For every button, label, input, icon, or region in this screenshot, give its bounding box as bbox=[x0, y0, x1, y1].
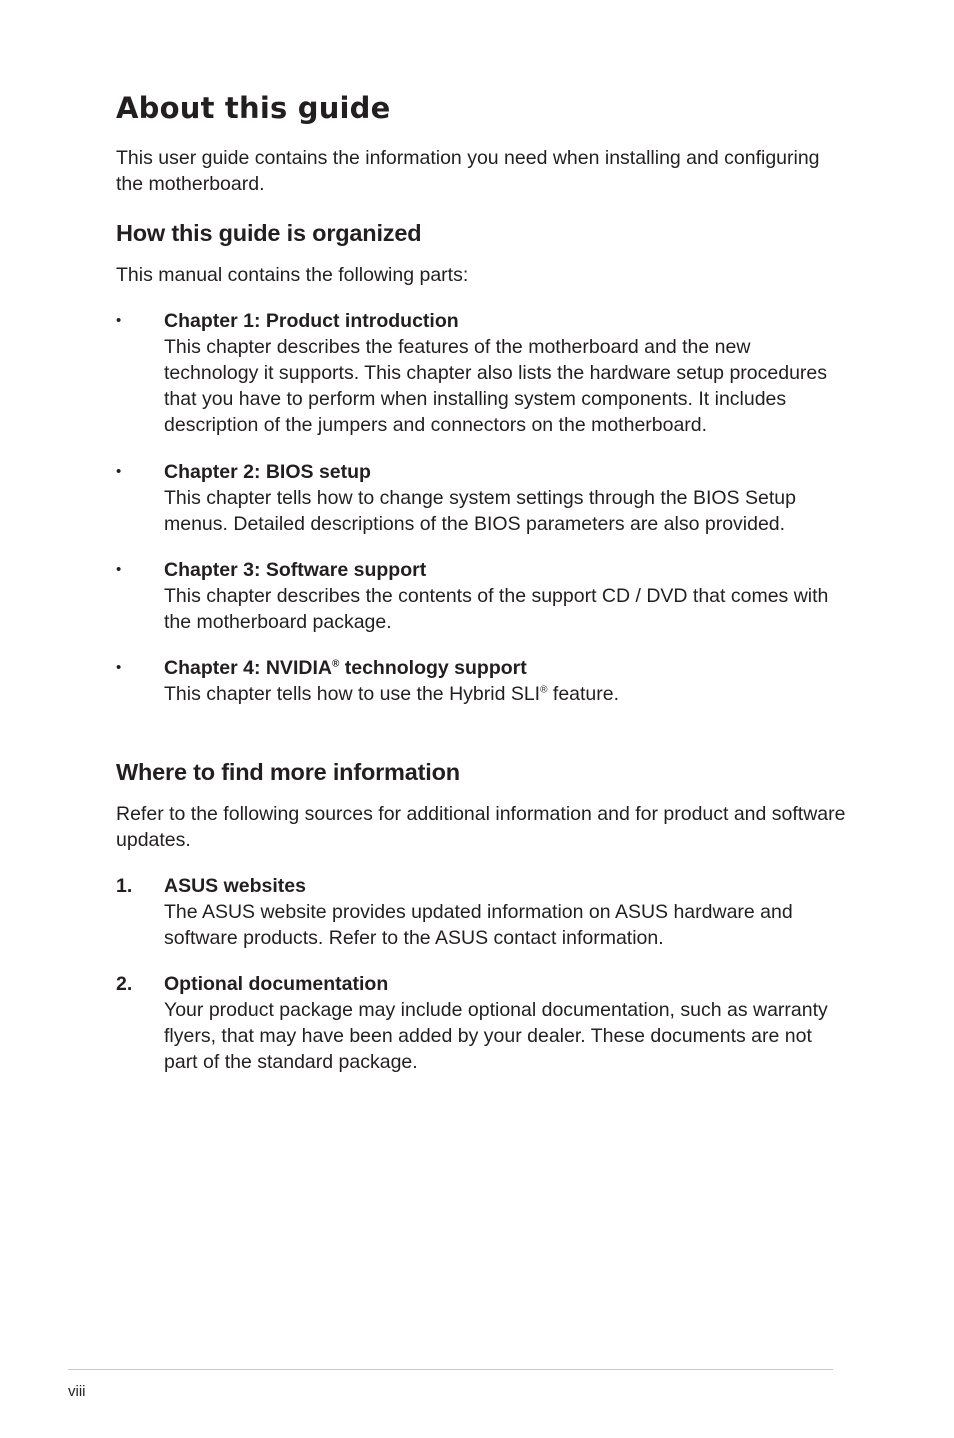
chapter-3-item bbox=[116, 557, 846, 635]
chapter-1-description: This chapter describes the features of the motherboard and the new technology it supports. This chapter also lists the hardware setup procedures that you have to perform when installing system components. It includes description of the jumpers and connectors on the motherboard. bbox=[164, 336, 827, 436]
list-number: 1. bbox=[116, 875, 133, 897]
chapter-4-title-rest: technology support bbox=[339, 657, 527, 679]
more-info-lead: Refer to the following sources for additional information and for product and software updates. bbox=[116, 803, 846, 851]
section-heading-more-info: Where to find more information bbox=[116, 759, 460, 785]
chapter-4-item bbox=[116, 655, 846, 707]
chapter-2-item bbox=[116, 459, 846, 537]
organized-lead: This manual contains the following parts: bbox=[116, 264, 469, 286]
chapter-3-description: This chapter describes the contents of the support CD / DVD that comes with the motherboard package. bbox=[164, 585, 829, 633]
chapter-4-title-main: Chapter 4: NVIDIA bbox=[164, 657, 332, 679]
source-2-description: Your product package may include optional documentation, such as warranty flyers, that may have been added by your dealer. These documents are not part of the standard package. bbox=[164, 999, 828, 1073]
bullet: • bbox=[116, 312, 122, 329]
section-heading-organized: How this guide is organized bbox=[116, 220, 422, 246]
registered-mark: ® bbox=[540, 684, 548, 696]
chapter-2-description: This chapter tells how to change system settings through the BIOS Setup menus. Detailed descriptions of the BIOS parameters are also provided. bbox=[164, 487, 796, 535]
page-title: About this guide bbox=[116, 91, 391, 125]
chapter-1-title: Chapter 1: Product introduction bbox=[164, 310, 459, 332]
source-2-title: Optional documentation bbox=[164, 973, 389, 995]
intro-paragraph: This user guide contains the information you need when installing and configuring the motherboard. bbox=[116, 147, 820, 195]
source-1-description: The ASUS website provides updated information on ASUS hardware and software products. Refer to the ASUS contact information. bbox=[164, 901, 793, 949]
source-1-item bbox=[116, 873, 846, 951]
chapter-4-description bbox=[164, 681, 846, 707]
bullet: • bbox=[116, 659, 122, 676]
registered-mark: ® bbox=[331, 658, 340, 670]
page-number: viii bbox=[68, 1383, 86, 1400]
source-1-title: ASUS websites bbox=[164, 875, 306, 897]
footer-divider bbox=[68, 1369, 833, 1370]
chapter-4-desc-main: This chapter tells how to use the Hybrid SLI bbox=[164, 683, 541, 705]
chapter-3-title: Chapter 3: Software support bbox=[164, 559, 427, 581]
bullet: • bbox=[116, 561, 122, 578]
bullet: • bbox=[116, 463, 122, 480]
chapter-1-item bbox=[116, 308, 846, 438]
chapter-4-title bbox=[164, 655, 846, 681]
source-2-item bbox=[116, 971, 846, 1075]
chapter-2-title: Chapter 2: BIOS setup bbox=[164, 461, 371, 483]
list-number: 2. bbox=[116, 973, 133, 995]
chapter-4-desc-rest: feature. bbox=[547, 683, 620, 705]
